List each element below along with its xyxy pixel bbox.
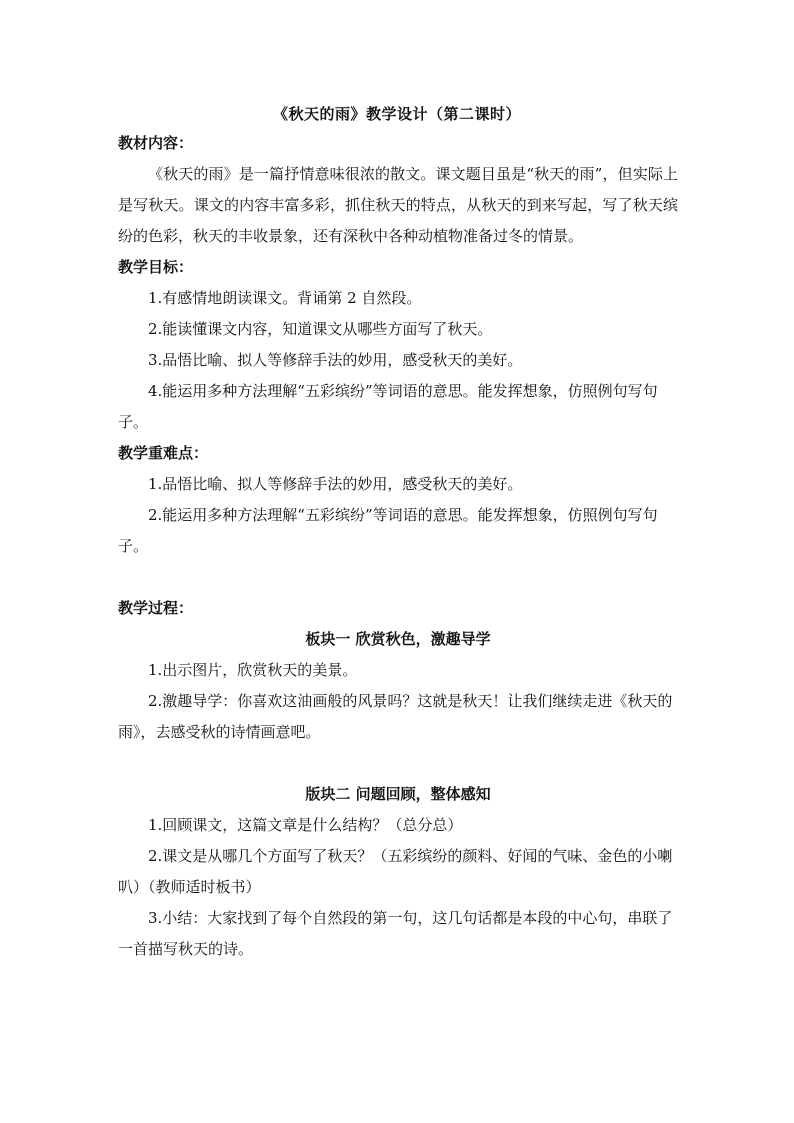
block1-item-1: 1.出示图片，欣赏秋天的美景。: [148, 661, 358, 679]
block1-title: 板块一 欣赏秋色，激趣导学: [305, 630, 491, 648]
spacer: [118, 748, 678, 779]
spacer: [118, 562, 678, 593]
key-point-item-1: 1.品悟比喻、拟人等修辞手法的妙用，感受秋天的美好。: [148, 475, 523, 493]
goal-item-4: 4.能运用多种方法理解“五彩缤纷”等词语的意思。能发挥想象，仿照例句写句子。: [118, 382, 658, 431]
document-title: 《秋天的雨》教学设计（第二课时）: [272, 105, 521, 123]
goal-item-2: 2.能读懂课文内容，知道课文从哪些方面写了秋天。: [148, 320, 493, 338]
goal-item-1: 1.有感情地朗读课文。背诵第 2 自然段。: [148, 289, 422, 307]
section-heading-key-points: 教学重难点：: [118, 444, 209, 462]
block2-item-2: 2.课文是从哪几个方面写了秋天？（五彩缤纷的颜料、好闻的气味、金色的小喇叭）（教师适时板书）: [118, 847, 673, 896]
goal-item-3: 3.品悟比喻、拟人等修辞手法的妙用，感受秋天的美好。: [148, 351, 523, 369]
block2-item-3: 3.小结：大家找到了每个自然段的第一句，这几句话都是本段的中心句，串联了一首描写秋天的诗。: [118, 909, 673, 958]
section-heading-goals: 教学目标：: [118, 258, 194, 276]
block2-title: 版块二 问题回顾，整体感知: [305, 785, 491, 803]
block2-item-1: 1.回顾课文，这篇文章是什么结构？（总分总）: [148, 816, 463, 834]
section-heading-content: 教材内容：: [118, 134, 194, 152]
section-heading-process: 教学过程：: [118, 599, 194, 617]
key-point-item-2: 2.能运用多种方法理解“五彩缤纷”等词语的意思。能发挥想象，仿照例句写句子。: [118, 506, 658, 555]
content-paragraph: 《秋天的雨》是一篇抒情意味很浓的散文。课文题目虽是“秋天的雨”，但实际上是写秋天。课文的内容丰富多彩，抓住秋天的特点，从秋天的到来写起，写了秋天缤纷的色彩，秋天的丰收景象，还有深秋中各种动植物准备过冬的情景。: [118, 165, 678, 245]
block1-item-2: 2.激趣导学：你喜欢这油画般的风景吗？这就是秋天！让我们继续走进《秋天的雨》，去感受秋的诗情画意吧。: [118, 692, 673, 741]
document-body: [118, 128, 678, 965]
